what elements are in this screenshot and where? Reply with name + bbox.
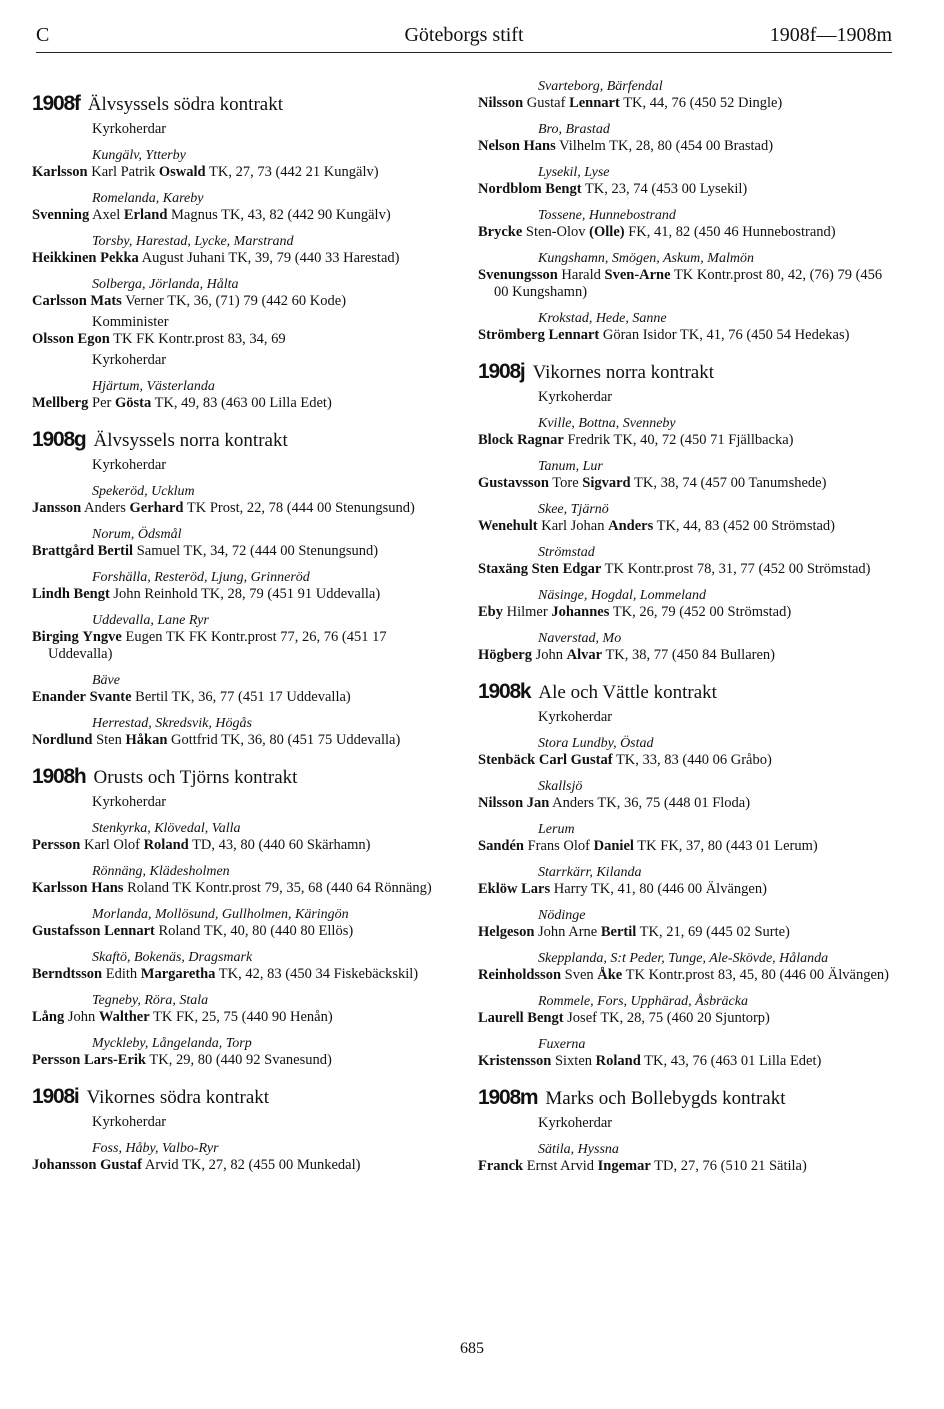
parish-name: Morlanda, Mollösund, Gullholmen, Käringön (92, 907, 349, 922)
call-name: Lennart (548, 327, 600, 343)
given-names: Harald (561, 267, 601, 283)
surname: Karlsson (32, 164, 88, 180)
entry-details: John Reinhold TK, 28, 79 (451 91 Uddevalla) (113, 586, 381, 602)
surname: Nelson (478, 138, 520, 154)
entry-details: TK, 44, 76 (450 52 Dingle) (623, 95, 783, 111)
clergy-entry (32, 1157, 450, 1174)
clergy-entry (32, 1052, 450, 1069)
parish-name: Rönnäng, Klädesholmen (92, 864, 230, 879)
parish-name: Kungshamn, Smögen, Askum, Malmön (538, 251, 754, 266)
call-name: Bengt (73, 586, 110, 602)
call-name: Oswald (158, 164, 206, 180)
call-name: Walther (98, 1009, 150, 1025)
call-name: Margaretha (140, 966, 216, 982)
deanery-code: 1908m (478, 1086, 538, 1109)
surname: Heikkinen (32, 250, 97, 266)
page-header (36, 20, 892, 53)
call-name: Egon (77, 331, 110, 347)
clergy-entry (478, 795, 898, 812)
clergy-entry (32, 880, 450, 897)
clergy-entry (478, 1158, 898, 1175)
given-names: Axel (92, 207, 121, 223)
call-name: Åke (597, 967, 623, 983)
call-name: Lars-Erik (83, 1052, 146, 1068)
call-name: Sigvard (582, 475, 631, 491)
call-name: Alvar (566, 647, 603, 663)
clergy-entry (32, 207, 450, 224)
right-column (478, 78, 898, 1175)
role-heading: Kyrkoherdar (538, 709, 613, 725)
call-name: Daniel (593, 838, 634, 854)
entry-details: TK Kontr.prost 83, 45, 80 (446 00 Älvängen) (625, 967, 890, 983)
entry-details: FK, 41, 82 (450 46 Hunnebostrand) (628, 224, 836, 240)
entry-details: TK, 23, 74 (453 00 Lysekil) (584, 181, 748, 197)
entry-details: TK Kontr.prost 78, 31, 77 (452 00 Strömstad) (604, 561, 871, 577)
given-names: Per (92, 395, 112, 411)
entry-details: TK Kontr.prost 80, 42, (76) 79 (456 00 Kungshamn) (494, 267, 883, 300)
surname: Nilsson (478, 95, 524, 111)
deanery-heading (32, 1085, 450, 1110)
given-names: Sten-Olov (525, 224, 586, 240)
parish-name: Näsinge, Hogdal, Lommeland (538, 588, 706, 603)
call-name: Bertil (97, 543, 134, 559)
entry-details: TK, 27, 73 (442 21 Kungälv) (209, 164, 379, 180)
deanery-section (32, 765, 450, 1069)
clergy-entry (32, 293, 450, 310)
deanery-section (478, 1086, 898, 1175)
entry-details: August Juhani TK, 39, 79 (440 33 Harestad) (141, 250, 400, 266)
clergy-entry (32, 331, 450, 348)
entry-details: TK, 38, 74 (457 00 Tanumshede) (634, 475, 827, 491)
given-names: Hilmer (506, 604, 548, 620)
call-name: Bertil (600, 924, 637, 940)
deanery-code: 1908g (32, 428, 86, 451)
call-name: Sven-Arne (604, 267, 671, 283)
parish-name: Lerum (538, 822, 575, 837)
entry-details: TK, 29, 80 (440 92 Svanesund) (149, 1052, 332, 1068)
parish-name: Herrestad, Skredsvik, Högås (92, 716, 252, 731)
clergy-entry (478, 752, 898, 769)
given-names: Sten (96, 732, 122, 748)
call-name: Gösta (114, 395, 152, 411)
parish-name: Bro, Brastad (538, 122, 610, 137)
surname: Helgeson (478, 924, 535, 940)
surname: Nordlund (32, 732, 93, 748)
surname: Staxäng (478, 561, 528, 577)
surname: Reinholdsson (478, 967, 562, 983)
given-names: Sixten (554, 1053, 593, 1069)
left-column (32, 78, 450, 1174)
call-name: Gerhard (129, 500, 184, 516)
deanery-code: 1908j (478, 360, 525, 383)
surname: Högberg (478, 647, 532, 663)
parish-name: Tossene, Hunnebostrand (538, 208, 676, 223)
call-name: Svante (89, 689, 132, 705)
surname: Laurell (478, 1010, 524, 1026)
surname: Mellberg (32, 395, 89, 411)
entry-details: TK, 43, 76 (463 01 Lilla Edet) (644, 1053, 822, 1069)
entry-details: TK, 44, 83 (452 00 Strömstad) (656, 518, 836, 534)
deanery-code: 1908k (478, 680, 531, 703)
clergy-entry (32, 629, 450, 663)
deanery-name: Älvsyssels södra kontrakt (87, 94, 283, 115)
surname: Birging (32, 629, 79, 645)
deanery-section (478, 360, 898, 664)
header-title: Göteborgs stift (404, 24, 524, 46)
parish-name: Skallsjö (538, 779, 583, 794)
clergy-entry (478, 561, 898, 578)
clergy-entry (32, 395, 450, 412)
call-name: Mats (90, 293, 122, 309)
clergy-entry (478, 1053, 898, 1070)
surname: Persson (32, 1052, 81, 1068)
clergy-entry (32, 837, 450, 854)
surname: Brycke (478, 224, 523, 240)
role-heading: Kyrkoherdar (92, 794, 167, 810)
surname: Gustavsson (478, 475, 549, 491)
role-heading: Kyrkoherdar (538, 1115, 613, 1131)
parish-name: Bäve (92, 673, 120, 688)
clergy-entry (478, 432, 898, 449)
clergy-entry (478, 138, 898, 155)
call-name: Yngve (82, 629, 122, 645)
clergy-entry (478, 327, 898, 344)
surname: Persson (32, 837, 81, 853)
parish-name: Krokstad, Hede, Sanne (538, 311, 667, 326)
clergy-entry (478, 181, 898, 198)
deanery-heading (32, 92, 450, 117)
given-names: Karl Olof (83, 837, 140, 853)
parish-name: Foss, Håby, Valbo-Ryr (92, 1141, 219, 1156)
deanery-heading (32, 428, 450, 453)
surname: Sandén (478, 838, 524, 854)
deanery-name: Marks och Bollebygds kontrakt (545, 1088, 786, 1109)
parish-name: Skee, Tjärnö (538, 502, 609, 517)
surname: Wenehult (478, 518, 538, 534)
role-heading: Kyrkoherdar (92, 352, 167, 368)
entry-details: Anders TK, 36, 75 (448 01 Floda) (552, 795, 751, 811)
clergy-entry (478, 1010, 898, 1027)
deanery-code: 1908h (32, 765, 86, 788)
call-name: Johannes (551, 604, 610, 620)
surname: Lindh (32, 586, 70, 602)
parish-name: Strömstad (538, 545, 595, 560)
parish-name: Rommele, Fors, Upphärad, Åsbräcka (538, 994, 748, 1009)
entry-details: TD, 27, 76 (510 21 Sätila) (654, 1158, 807, 1174)
surname: Eby (478, 604, 503, 620)
parish-name: Fuxerna (538, 1037, 586, 1052)
call-name: Lennart (569, 95, 620, 111)
clergy-entry (32, 164, 450, 181)
parish-name: Skepplanda, S:t Peder, Tunge, Ale-Skövde, Hålanda (538, 951, 829, 966)
surname: Stenbäck (478, 752, 536, 768)
parish-name: Romelanda, Kareby (92, 191, 204, 206)
entry-details: TK, 33, 83 (440 06 Gråbo) (615, 752, 772, 768)
surname: Johansson (32, 1157, 97, 1173)
parish-name: Norum, Ödsmål (92, 527, 182, 542)
clergy-entry (32, 500, 450, 517)
entry-details: TK, 21, 69 (445 02 Surte) (639, 924, 790, 940)
surname: Nordblom (478, 181, 542, 197)
clergy-entry (478, 224, 898, 241)
parish-name: Tanum, Lur (538, 459, 603, 474)
clergy-entry (32, 923, 450, 940)
given-names: Karl Johan (541, 518, 605, 534)
given-names: Frans Olof (527, 838, 591, 854)
entry-details: TK, 49, 83 (463 00 Lilla Edet) (154, 395, 332, 411)
entry-details: Eugen TK FK Kontr.prost 77, 26, 76 (451 17 Uddevalla) (48, 629, 387, 662)
call-name: Lennart (104, 923, 155, 939)
header-section-letter: C (36, 24, 50, 46)
call-name: Ingemar (597, 1158, 651, 1174)
parish-name: Uddevalla, Lane Ryr (92, 613, 209, 628)
parish-name: Nödinge (538, 908, 586, 923)
entry-details: Fredrik TK, 40, 72 (450 71 Fjällbacka) (567, 432, 794, 448)
deanery-section (32, 428, 450, 749)
parish-name: Solberga, Jörlanda, Hålta (92, 277, 239, 292)
entry-details: Roland TK, 40, 80 (440 80 Ellös) (158, 923, 354, 939)
parish-name: Starrkärr, Kilanda (538, 865, 642, 880)
clergy-entry (32, 586, 450, 603)
parish-name: Stora Lundby, Östad (538, 736, 654, 751)
entry-details: TK, 42, 83 (450 34 Fiskebäckskil) (218, 966, 419, 982)
clergy-entry (478, 838, 898, 855)
given-names: John (535, 647, 563, 663)
page-number: 685 (460, 1340, 484, 1357)
parish-name: Stenkyrka, Klövedal, Valla (92, 821, 241, 836)
surname: Jansson (32, 500, 82, 516)
entry-details: Harry TK, 41, 80 (446 00 Älvängen) (553, 881, 767, 897)
surname: Svenungsson (478, 267, 558, 283)
entry-details: Göran Isidor TK, 41, 76 (450 54 Hedekas) (602, 327, 850, 343)
entry-details: Verner TK, 36, (71) 79 (442 60 Kode) (125, 293, 347, 309)
deanery-name: Vikornes södra kontrakt (86, 1087, 270, 1108)
call-name: Erland (123, 207, 168, 223)
surname: Lång (32, 1009, 65, 1025)
entry-details: Roland TK Kontr.prost 79, 35, 68 (440 64 Rönnäng) (127, 880, 432, 896)
given-names: John (67, 1009, 96, 1025)
clergy-entry (478, 604, 898, 621)
clergy-entry (478, 518, 898, 535)
role-heading: Kyrkoherdar (92, 1114, 167, 1130)
given-names: John Arne (538, 924, 598, 940)
call-name: Lars (521, 881, 551, 897)
given-names: Gustaf (526, 95, 566, 111)
surname: Kristensson (478, 1053, 552, 1069)
call-name: Carl Gustaf (538, 752, 613, 768)
surname: Eklöw (478, 881, 518, 897)
surname: Svenning (32, 207, 90, 223)
given-names: Edith (105, 966, 138, 982)
parish-name: Naverstad, Mo (538, 631, 622, 646)
entry-details: TD, 43, 80 (440 60 Skärhamn) (192, 837, 371, 853)
deanery-section (32, 1085, 450, 1174)
entry-details: Samuel TK, 34, 72 (444 00 Stenungsund) (136, 543, 379, 559)
clergy-entry (32, 689, 450, 706)
call-name: Roland (595, 1053, 641, 1069)
role-heading: Kyrkoherdar (92, 457, 167, 473)
given-names: Karl Patrik (91, 164, 156, 180)
entry-details: TK, 38, 77 (450 84 Bullaren) (605, 647, 775, 663)
surname: Gustafsson (32, 923, 101, 939)
call-name: Anders (608, 518, 654, 534)
call-name: Ragnar (517, 432, 564, 448)
call-name: Sten Edgar (531, 561, 602, 577)
surname: Brattgård (32, 543, 95, 559)
call-name: Roland (143, 837, 189, 853)
clergy-entry (32, 966, 450, 983)
deanery-section (478, 680, 898, 1070)
parish-name: Lysekil, Lyse (538, 165, 610, 180)
given-names: Anders (84, 500, 126, 516)
entry-details: TK FK, 25, 75 (440 90 Henån) (153, 1009, 333, 1025)
parish-name: Sätila, Hyssna (538, 1142, 619, 1157)
header-range: 1908f—1908m (769, 24, 892, 46)
call-name: (Olle) (589, 224, 625, 240)
call-name: Jan (526, 795, 550, 811)
deanery-heading (478, 360, 898, 385)
given-names: Ernst Arvid (526, 1158, 594, 1174)
clergy-entry (478, 475, 898, 492)
deanery-heading (32, 765, 450, 790)
parish-name: Myckleby, Långelanda, Torp (92, 1036, 252, 1051)
clergy-entry (32, 732, 450, 749)
surname: Karlsson (32, 880, 88, 896)
entry-details: TK FK, 37, 80 (443 01 Lerum) (637, 838, 818, 854)
deanery-section (478, 78, 898, 344)
parish-name: Torsby, Harestad, Lycke, Marstrand (92, 234, 294, 249)
entry-details: Bertil TK, 36, 77 (451 17 Uddevalla) (135, 689, 351, 705)
surname: Block (478, 432, 514, 448)
call-name: Bengt (545, 181, 582, 197)
call-name: Hans (523, 138, 556, 154)
clergy-entry (478, 924, 898, 941)
entry-details: Arvid TK, 27, 82 (455 00 Munkedal) (144, 1157, 361, 1173)
clergy-entry (478, 881, 898, 898)
entry-details: TK, 26, 79 (452 00 Strömstad) (612, 604, 792, 620)
surname: Franck (478, 1158, 524, 1174)
entry-details: Josef TK, 28, 75 (460 20 Sjuntorp) (567, 1010, 770, 1026)
entry-details: TK FK Kontr.prost 83, 34, 69 (113, 331, 286, 347)
deanery-name: Orusts och Tjörns kontrakt (93, 767, 298, 788)
given-names: Sven (564, 967, 594, 983)
call-name: Håkan (125, 732, 168, 748)
deanery-name: Ale och Vättle kontrakt (538, 682, 717, 703)
deanery-name: Älvsyssels norra kontrakt (93, 430, 288, 451)
clergy-entry (478, 647, 898, 664)
call-name: Bengt (527, 1010, 564, 1026)
deanery-heading (478, 680, 898, 705)
surname: Enander (32, 689, 86, 705)
entry-details: Vilhelm TK, 28, 80 (454 00 Brastad) (559, 138, 774, 154)
call-name: Hans (91, 880, 124, 896)
parish-name: Hjärtum, Västerlanda (92, 379, 215, 394)
parish-name: Kungälv, Ytterby (92, 148, 186, 163)
entry-details: Magnus TK, 43, 82 (442 90 Kungälv) (171, 207, 391, 223)
clergy-entry (32, 543, 450, 560)
surname: Olsson (32, 331, 74, 347)
call-name: Gustaf (100, 1157, 143, 1173)
entry-details: TK Prost, 22, 78 (444 00 Stenungsund) (186, 500, 415, 516)
clergy-entry (32, 250, 450, 267)
call-name: Pekka (100, 250, 139, 266)
entry-details: Gottfrid TK, 36, 80 (451 75 Uddevalla) (171, 732, 401, 748)
parish-name: Svarteborg, Bärfendal (538, 79, 663, 94)
clergy-entry (478, 95, 898, 112)
parish-name: Skaftö, Bokenäs, Dragsmark (92, 950, 253, 965)
role-heading: Komminister (92, 314, 169, 330)
deanery-code: 1908i (32, 1085, 79, 1108)
surname: Carlsson (32, 293, 87, 309)
clergy-entry (478, 967, 898, 984)
deanery-heading (478, 1086, 898, 1111)
clergy-entry (478, 267, 898, 301)
role-heading: Kyrkoherdar (92, 121, 167, 137)
deanery-code: 1908f (32, 92, 80, 115)
parish-name: Forshälla, Resteröd, Ljung, Grinneröd (92, 570, 310, 585)
parish-name: Spekeröd, Ucklum (92, 484, 195, 499)
surname: Berndtsson (32, 966, 103, 982)
surname: Strömberg (478, 327, 545, 343)
role-heading: Kyrkoherdar (538, 389, 613, 405)
deanery-section (32, 92, 450, 412)
surname: Nilsson (478, 795, 524, 811)
clergy-entry (32, 1009, 450, 1026)
parish-name: Kville, Bottna, Svenneby (538, 416, 676, 431)
given-names: Tore (552, 475, 579, 491)
parish-name: Tegneby, Röra, Stala (92, 993, 209, 1008)
deanery-name: Vikornes norra kontrakt (532, 362, 714, 383)
